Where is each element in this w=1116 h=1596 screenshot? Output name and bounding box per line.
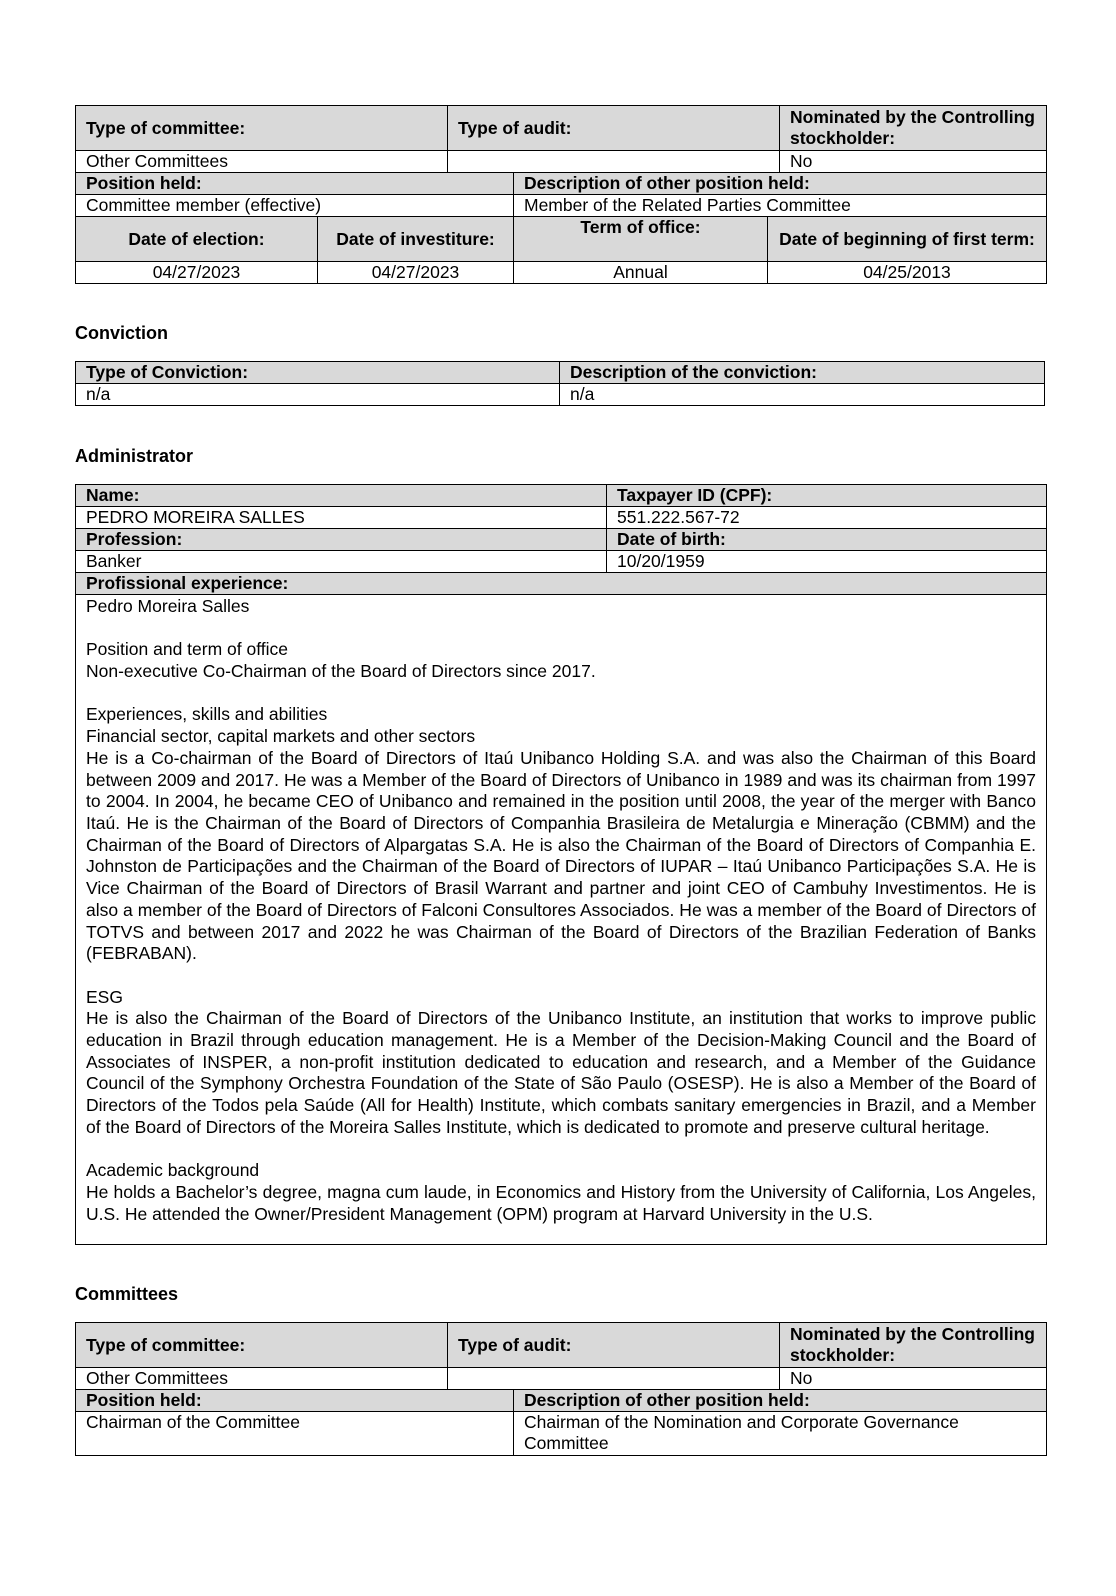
committees-type-value: Other Committees <box>76 1368 448 1390</box>
position-held-value: Committee member (effective) <box>76 195 514 217</box>
experience-esg-text: He is also the Chairman of the Board of Directors of the Unibanco Institute, an institution that works to improve public education in Brazil through education management. He is a Member of the Decision-Making Council and the Board of Associates of INSPER, a non-profit institution dedicated to education and research, and a Member of the Guidance Council of the Symphony Orchestra Foundation of the State of São Paulo (OSESP). He is also a Member of the Board of Directors of the Todos pela Saúde (All for Health) Institute, which combats sanitary emergencies in Brazil, and a Member of the Board of Directors of the Moreira Salles Institute, which is dedicated to promote and preserve cultural heritage. <box>86 1008 1036 1137</box>
type-of-audit-value <box>448 151 780 173</box>
profession-value: Banker <box>76 551 607 573</box>
committees-position-table <box>75 1389 1047 1456</box>
experience-label: Profissional experience: <box>76 573 1047 595</box>
conviction-section <box>75 361 1045 406</box>
committees-type-label: Type of committee: <box>76 1323 448 1368</box>
nominated-label: Nominated by the Controlling stockholder: <box>780 106 1047 151</box>
committees-heading: Committees <box>75 1284 179 1304</box>
administrator-table <box>75 484 1047 1245</box>
date-of-investiture-value: 04/27/2023 <box>318 262 514 284</box>
date-of-election-value: 04/27/2023 <box>76 262 318 284</box>
type-of-conviction-label: Type of Conviction: <box>76 362 560 384</box>
date-of-birth-value: 10/20/1959 <box>607 551 1047 573</box>
type-of-committee-value: Other Committees <box>76 151 448 173</box>
experience-academic-text: He holds a Bachelor’s degree, magna cum laude, in Economics and History from the University of California, Los Angeles, U.S. He attended the Owner/President Management (OPM) program at Harvard University in the U.S. <box>86 1181 1036 1224</box>
conviction-table <box>75 361 1045 406</box>
committees-position-label: Position held: <box>76 1390 514 1412</box>
committees-description-label: Description of other position held: <box>514 1390 1047 1412</box>
conviction-description-value: n/a <box>560 384 1045 406</box>
description-value: Member of the Related Parties Committee <box>514 195 1047 217</box>
experience-position-text: Non-executive Co-Chairman of the Board of Directors since 2017. <box>86 661 596 682</box>
cpf-label: Taxpayer ID (CPF): <box>607 485 1047 507</box>
date-of-election-label: Date of election: <box>76 217 318 262</box>
name-value: PEDRO MOREIRA SALLES <box>76 507 607 529</box>
cpf-value: 551.222.567-72 <box>607 507 1047 529</box>
experience-esg-title: ESG <box>86 986 123 1007</box>
committees-position-value: Chairman of the Committee <box>76 1412 514 1456</box>
position-table <box>75 172 1047 217</box>
description-label: Description of other position held: <box>514 173 1047 195</box>
dates-table <box>75 216 1047 284</box>
experience-name: Pedro Moreira Salles <box>86 596 250 616</box>
committees-nominated-label: Nominated by the Controlling stockholder: <box>780 1323 1047 1368</box>
committees-description-value: Chairman of the Nomination and Corporate Governance Committee <box>514 1412 1047 1456</box>
committee-type-table <box>75 105 1047 173</box>
committee-table-1 <box>75 105 1047 284</box>
nominated-value: No <box>780 151 1047 173</box>
first-term-value: 04/25/2013 <box>768 262 1047 284</box>
date-of-investiture-label: Date of investiture: <box>318 217 514 262</box>
type-of-conviction-value: n/a <box>76 384 560 406</box>
committees-audit-label: Type of audit: <box>448 1323 780 1368</box>
type-of-committee-label: Type of committee: <box>76 106 448 151</box>
first-term-label: Date of beginning of first term: <box>768 217 1047 262</box>
experience-skills-title: Experiences, skills and abilities <box>86 704 328 725</box>
name-label: Name: <box>76 485 607 507</box>
position-held-label: Position held: <box>76 173 514 195</box>
experience-text <box>76 595 1047 1245</box>
committees-audit-value <box>448 1368 780 1390</box>
experience-academic-title: Academic background <box>86 1160 260 1181</box>
administrator-heading: Administrator <box>75 446 194 466</box>
date-of-birth-label: Date of birth: <box>607 529 1047 551</box>
conviction-description-label: Description of the conviction: <box>560 362 1045 384</box>
profession-label: Profession: <box>76 529 607 551</box>
term-of-office-label: Term of office: <box>514 217 768 262</box>
committees-nominated-value: No <box>780 1368 1047 1390</box>
type-of-audit-label: Type of audit: <box>448 106 780 151</box>
experience-position-title: Position and term of office <box>86 639 289 660</box>
committees-section <box>75 1322 1047 1456</box>
committees-type-table <box>75 1322 1047 1390</box>
experience-skills-text: He is a Co-chairman of the Board of Directors of Itaú Unibanco Holding S.A. and was also the Chairman of this Board between 2009 and 2017. He was a Member of the Board of Directors of Unibanco in 1989 and was its chairman from 1997 to 2004. In 2004, he became CEO of Unibanco and remained in the position until 2008, the year of the merger with Banco Itaú. He is the Chairman of the Board of Directors of Companhia Brasileira de Metalurgia e Mineração (CBMM) and the Chairman of the Board of Directors of Alpargatas S.A. He is also the Chairman of the Board of Directors of Companhia E. Johnston de Participações and the Chairman of the Board of Directors of IUPAR – Itaú Unibanco Participações S.A. He is Vice Chairman of the Board of Directors of Brasil Warrant and partner and joint CEO of Cambuhy Investimentos. He is also a member of the Board of Directors of Falconi Consultores Associados. He was a member of the Board of Directors of TOTVS and between 2017 and 2022 he was Chairman of the Board of Directors of the Brazilian Federation of Banks (FEBRABAN). <box>86 747 1036 964</box>
administrator-section <box>75 484 1047 1245</box>
experience-skills-subtitle: Financial sector, capital markets and other sectors <box>86 726 476 747</box>
conviction-heading: Conviction <box>75 323 168 343</box>
term-of-office-value: Annual <box>514 262 768 284</box>
